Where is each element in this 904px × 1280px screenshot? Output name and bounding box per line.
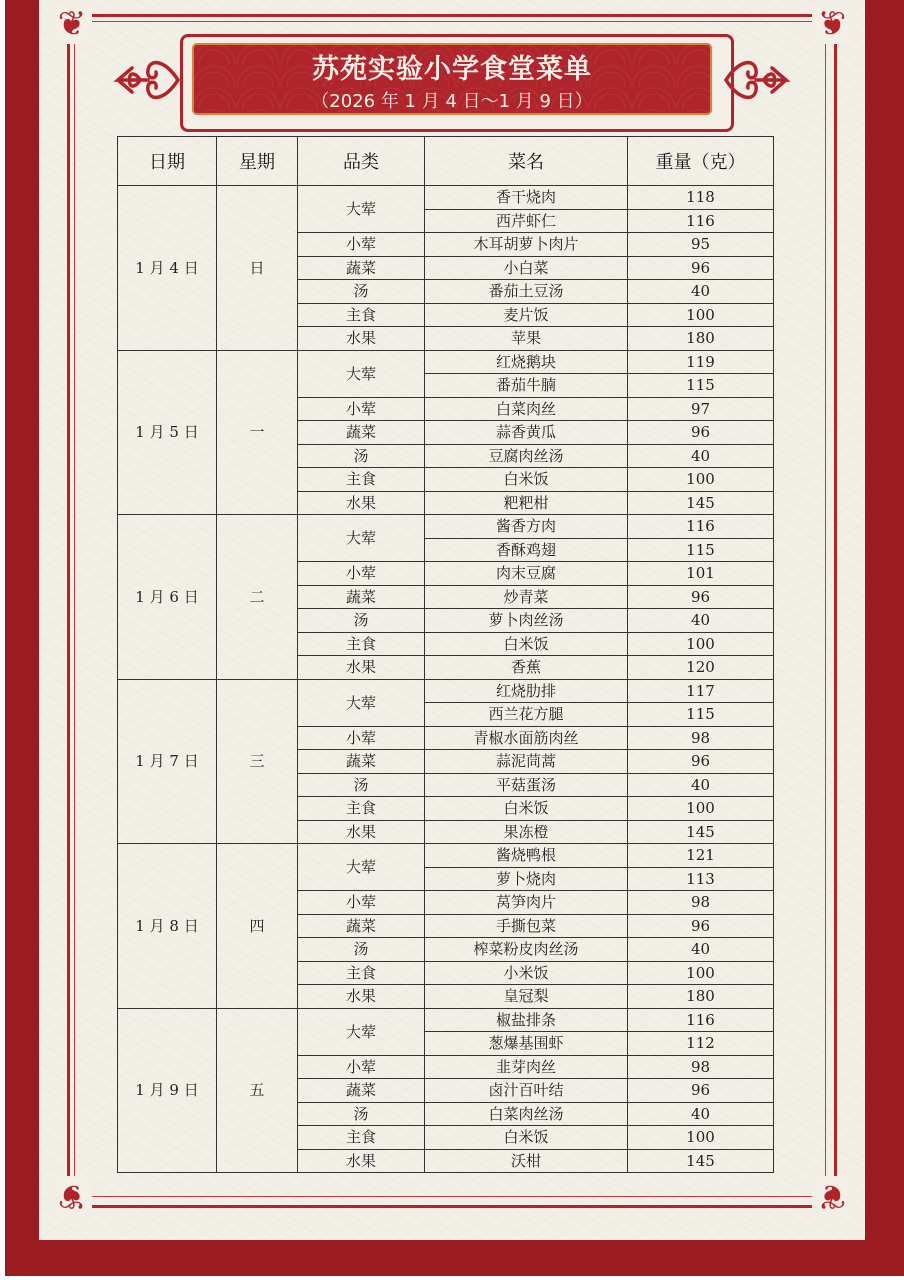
- category-cell: 小荤: [298, 397, 425, 421]
- category-cell: 主食: [298, 632, 425, 656]
- category-cell: 小荤: [298, 726, 425, 750]
- weight-cell: 100: [628, 303, 774, 327]
- cloud-scroll-ornament-icon: [110, 50, 180, 110]
- category-cell: 小荤: [298, 1055, 425, 1079]
- date-cell: 1 月 5 日: [118, 350, 217, 515]
- dish-cell: 苹果: [425, 327, 628, 351]
- table-row: [118, 1008, 774, 1032]
- weight-cell: 117: [628, 679, 774, 703]
- corner-flourish-icon: ❦: [52, 1176, 92, 1216]
- category-cell: 蔬菜: [298, 585, 425, 609]
- table-row: [118, 186, 774, 210]
- category-cell: 蔬菜: [298, 914, 425, 938]
- banner-red-panel: [192, 43, 712, 115]
- category-cell: 水果: [298, 656, 425, 680]
- weekday-cell: 二: [217, 515, 298, 680]
- weight-cell: 119: [628, 350, 774, 374]
- weight-cell: 145: [628, 491, 774, 515]
- category-cell: 汤: [298, 938, 425, 962]
- category-cell: 主食: [298, 303, 425, 327]
- weight-cell: 98: [628, 891, 774, 915]
- weight-cell: 116: [628, 209, 774, 233]
- weekday-cell: 三: [217, 679, 298, 844]
- weight-cell: 112: [628, 1032, 774, 1056]
- weight-cell: 116: [628, 515, 774, 539]
- dish-cell: 红烧肋排: [425, 679, 628, 703]
- table-header-row: [118, 137, 774, 186]
- date-cell: 1 月 8 日: [118, 844, 217, 1009]
- category-cell: 小荤: [298, 562, 425, 586]
- weight-cell: 101: [628, 562, 774, 586]
- weight-cell: 40: [628, 609, 774, 633]
- category-cell: 蔬菜: [298, 750, 425, 774]
- category-cell: 小荤: [298, 233, 425, 257]
- dish-cell: 蒜泥茼蒿: [425, 750, 628, 774]
- category-cell: 蔬菜: [298, 256, 425, 280]
- category-cell: 水果: [298, 491, 425, 515]
- table-row: [118, 350, 774, 374]
- dish-cell: 椒盐排条: [425, 1008, 628, 1032]
- corner-flourish-icon: ❦: [52, 4, 92, 44]
- weight-cell: 40: [628, 1102, 774, 1126]
- category-cell: 水果: [298, 820, 425, 844]
- dish-cell: 萝卜肉丝汤: [425, 609, 628, 633]
- dish-cell: 粑粑柑: [425, 491, 628, 515]
- category-cell: 大荤: [298, 1008, 425, 1055]
- weight-cell: 118: [628, 186, 774, 210]
- dish-cell: 番茄土豆汤: [425, 280, 628, 304]
- dish-cell: 番茄牛腩: [425, 374, 628, 398]
- dish-cell: 卤汁百叶结: [425, 1079, 628, 1103]
- dish-cell: 红烧鹅块: [425, 350, 628, 374]
- weight-cell: 40: [628, 773, 774, 797]
- dish-cell: 白米饭: [425, 1126, 628, 1150]
- weight-cell: 121: [628, 844, 774, 868]
- dish-cell: 青椒水面筋肉丝: [425, 726, 628, 750]
- weight-cell: 100: [628, 797, 774, 821]
- dish-cell: 炒青菜: [425, 585, 628, 609]
- dish-cell: 平菇蛋汤: [425, 773, 628, 797]
- dish-cell: 沃柑: [425, 1149, 628, 1173]
- dish-cell: 木耳胡萝卜肉片: [425, 233, 628, 257]
- dish-cell: 小米饭: [425, 961, 628, 985]
- dish-cell: 白菜肉丝: [425, 397, 628, 421]
- weekday-cell: 日: [217, 186, 298, 351]
- dish-cell: 葱爆基围虾: [425, 1032, 628, 1056]
- dish-cell: 香酥鸡翅: [425, 538, 628, 562]
- weight-cell: 98: [628, 726, 774, 750]
- weight-cell: 180: [628, 327, 774, 351]
- weight-cell: 145: [628, 820, 774, 844]
- category-cell: 小荤: [298, 891, 425, 915]
- weight-cell: 120: [628, 656, 774, 680]
- weight-cell: 40: [628, 280, 774, 304]
- category-cell: 主食: [298, 1126, 425, 1150]
- weight-cell: 115: [628, 703, 774, 727]
- category-cell: 蔬菜: [298, 421, 425, 445]
- weight-cell: 96: [628, 256, 774, 280]
- column-header-dish: 菜名: [425, 137, 628, 186]
- corner-flourish-icon: ❦: [812, 4, 852, 44]
- dish-cell: 西兰花方腿: [425, 703, 628, 727]
- dish-cell: 小白菜: [425, 256, 628, 280]
- weight-cell: 115: [628, 374, 774, 398]
- category-cell: 大荤: [298, 515, 425, 562]
- dish-cell: 果冻橙: [425, 820, 628, 844]
- dish-cell: 皇冠梨: [425, 985, 628, 1009]
- dish-cell: 香干烧肉: [425, 186, 628, 210]
- weight-cell: 97: [628, 397, 774, 421]
- dish-cell: 肉末豆腐: [425, 562, 628, 586]
- dish-cell: 酱烧鸭根: [425, 844, 628, 868]
- dish-cell: 酱香方肉: [425, 515, 628, 539]
- weight-cell: 96: [628, 914, 774, 938]
- category-cell: 主食: [298, 961, 425, 985]
- weight-cell: 40: [628, 938, 774, 962]
- dish-cell: 莴笋肉片: [425, 891, 628, 915]
- weight-cell: 100: [628, 468, 774, 492]
- category-cell: 水果: [298, 1149, 425, 1173]
- weight-cell: 116: [628, 1008, 774, 1032]
- weight-cell: 96: [628, 585, 774, 609]
- column-header-weekday: 星期: [217, 137, 298, 186]
- weight-cell: 96: [628, 421, 774, 445]
- category-cell: 汤: [298, 773, 425, 797]
- table-row: [118, 679, 774, 703]
- category-cell: 汤: [298, 444, 425, 468]
- category-cell: 大荤: [298, 844, 425, 891]
- dish-cell: 豆腐肉丝汤: [425, 444, 628, 468]
- dish-cell: 香蕉: [425, 656, 628, 680]
- dish-cell: 麦片饭: [425, 303, 628, 327]
- weight-cell: 96: [628, 750, 774, 774]
- weight-cell: 96: [628, 1079, 774, 1103]
- category-cell: 水果: [298, 327, 425, 351]
- category-cell: 汤: [298, 280, 425, 304]
- category-cell: 大荤: [298, 679, 425, 726]
- column-header-date: 日期: [118, 137, 217, 186]
- date-cell: 1 月 6 日: [118, 515, 217, 680]
- dish-cell: 白菜肉丝汤: [425, 1102, 628, 1126]
- dish-cell: 韭芽肉丝: [425, 1055, 628, 1079]
- menu-table: [117, 136, 774, 1173]
- weight-cell: 115: [628, 538, 774, 562]
- weekday-cell: 一: [217, 350, 298, 515]
- category-cell: 蔬菜: [298, 1079, 425, 1103]
- column-header-weight: 重量（克）: [628, 137, 774, 186]
- weight-cell: 100: [628, 961, 774, 985]
- dish-cell: 白米饭: [425, 797, 628, 821]
- category-cell: 汤: [298, 609, 425, 633]
- corner-flourish-icon: ❦: [812, 1176, 852, 1216]
- dish-cell: 手撕包菜: [425, 914, 628, 938]
- table-row: [118, 515, 774, 539]
- dish-cell: 蒜香黄瓜: [425, 421, 628, 445]
- cloud-scroll-ornament-icon: [724, 50, 794, 110]
- category-cell: 主食: [298, 797, 425, 821]
- column-header-category: 品类: [298, 137, 425, 186]
- weight-cell: 95: [628, 233, 774, 257]
- date-cell: 1 月 7 日: [118, 679, 217, 844]
- dish-cell: 白米饭: [425, 468, 628, 492]
- weekday-cell: 五: [217, 1008, 298, 1173]
- category-cell: 汤: [298, 1102, 425, 1126]
- date-cell: 1 月 9 日: [118, 1008, 217, 1173]
- weight-cell: 100: [628, 632, 774, 656]
- table-row: [118, 844, 774, 868]
- dish-cell: 榨菜粉皮肉丝汤: [425, 938, 628, 962]
- weight-cell: 40: [628, 444, 774, 468]
- weight-cell: 98: [628, 1055, 774, 1079]
- category-cell: 主食: [298, 468, 425, 492]
- title-banner: [110, 30, 794, 130]
- weight-cell: 100: [628, 1126, 774, 1150]
- weight-cell: 113: [628, 867, 774, 891]
- weekday-cell: 四: [217, 844, 298, 1009]
- page-title: 苏苑实验小学食堂菜单: [312, 54, 592, 85]
- date-cell: 1 月 4 日: [118, 186, 217, 351]
- category-cell: 大荤: [298, 186, 425, 233]
- dish-cell: 西芹虾仁: [425, 209, 628, 233]
- dish-cell: 萝卜烧肉: [425, 867, 628, 891]
- date-range: （2026 年 1 月 4 日～1 月 9 日）: [311, 91, 593, 112]
- dish-cell: 白米饭: [425, 632, 628, 656]
- category-cell: 大荤: [298, 350, 425, 397]
- weight-cell: 180: [628, 985, 774, 1009]
- category-cell: 水果: [298, 985, 425, 1009]
- weight-cell: 145: [628, 1149, 774, 1173]
